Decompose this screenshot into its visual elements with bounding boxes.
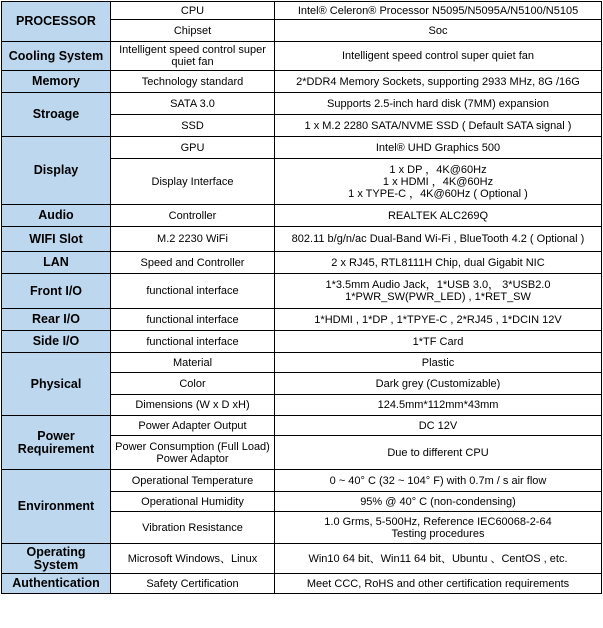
category-cell: Display	[2, 137, 111, 205]
spec-label: functional interface	[111, 274, 275, 309]
category-cell: LAN	[2, 252, 111, 274]
table-row	[2, 137, 602, 159]
spec-value	[275, 492, 602, 512]
spec-value-line: 1*PWR_SW(PWR_LED) , 1*RET_SW	[345, 291, 531, 303]
table-row	[2, 2, 602, 20]
spec-label: Color	[111, 373, 275, 395]
spec-label: CPU	[111, 2, 275, 20]
spec-label: Safety Certification	[111, 574, 275, 594]
category-cell: PROCESSOR	[2, 2, 111, 42]
spec-label: functional interface	[111, 331, 275, 353]
spec-value-line: 1 x M.2 2280 SATA/NVME SSD ( Default SATA signal )	[304, 119, 572, 132]
spec-table-body	[2, 2, 602, 594]
spec-value-line: 1.0 Grms, 5-500Hz, Reference IEC60068-2-64	[324, 515, 552, 528]
table-row	[2, 71, 602, 93]
spec-value	[275, 274, 602, 309]
table-row	[2, 416, 602, 436]
spec-label: functional interface	[111, 309, 275, 331]
spec-label: Power Adapter Output	[111, 416, 275, 436]
table-row	[2, 353, 602, 373]
spec-value-line: DC 12V	[418, 419, 458, 432]
category-cell: Operating System	[2, 544, 111, 574]
spec-value	[275, 159, 602, 205]
spec-value	[275, 353, 602, 373]
spec-value	[275, 205, 602, 227]
spec-value-line: Win10 64 bit、Win11 64 bit、Ubuntu 、CentOS , etc.	[308, 552, 568, 565]
spec-label: Controller	[111, 205, 275, 227]
spec-value-line: Intel® UHD Graphics 500	[375, 141, 501, 154]
spec-label: SATA 3.0	[111, 93, 275, 115]
spec-value-line: 95% @ 40° C (non-condensing)	[360, 495, 516, 508]
spec-value	[275, 436, 602, 470]
spec-value	[275, 252, 602, 274]
spec-value-line: 2 x RJ45, RTL8111H Chip, dual Gigabit NIC	[331, 256, 545, 269]
category-cell: Stroage	[2, 93, 111, 137]
spec-value-line: 1*3.5mm Audio Jack，1*USB 3.0， 3*USB2.0	[325, 279, 551, 291]
table-row	[2, 252, 602, 274]
spec-label: Power Consumption (Full Load) Power Adaptor	[111, 436, 275, 470]
category-cell: Physical	[2, 353, 111, 416]
spec-value	[275, 544, 602, 574]
spec-value	[275, 42, 602, 71]
spec-value	[275, 470, 602, 492]
spec-value-line: Plastic	[421, 356, 455, 369]
spec-value-line: Intelligent speed control super quiet fan	[341, 50, 535, 62]
spec-value-line: Soc	[428, 24, 448, 37]
spec-value	[275, 574, 602, 594]
table-row	[2, 227, 602, 252]
spec-label: GPU	[111, 137, 275, 159]
spec-value-line: Intel® Celeron® Processor N5095/N5095A/N5100/N5105	[297, 4, 579, 17]
spec-value	[275, 331, 602, 353]
table-row	[2, 331, 602, 353]
spec-value	[275, 309, 602, 331]
spec-value-line: 802.11 b/g/n/ac Dual-Band Wi-Fi , BlueTooth 4.2 ( Optional )	[291, 233, 585, 245]
spec-value	[275, 512, 602, 544]
spec-label: Material	[111, 353, 275, 373]
category-cell: Side I/O	[2, 331, 111, 353]
spec-value-line: Supports 2.5-inch hard disk (7MM) expansion	[327, 97, 549, 110]
spec-table	[1, 1, 602, 594]
spec-label: Operational Temperature	[111, 470, 275, 492]
category-cell: Rear I/O	[2, 309, 111, 331]
category-cell: Cooling System	[2, 42, 111, 71]
table-row	[2, 544, 602, 574]
category-cell: Power Requirement	[2, 416, 111, 470]
table-row	[2, 309, 602, 331]
spec-value-line: 1*HDMI , 1*DP , 1*TPYE-C , 2*RJ45 , 1*DCIN 12V	[314, 313, 562, 326]
category-cell: WIFI Slot	[2, 227, 111, 252]
table-row	[2, 42, 602, 71]
spec-value	[275, 395, 602, 416]
spec-value	[275, 115, 602, 137]
spec-value-line: 124.5mm*112mm*43mm	[377, 399, 499, 411]
spec-value-line: 0 ~ 40° C (32 ~ 104° F) with 0.7m / s air flow	[329, 474, 547, 487]
category-cell: Environment	[2, 470, 111, 544]
spec-value-line: Dark grey (Customizable)	[375, 377, 501, 390]
spec-label: Vibration Resistance	[111, 512, 275, 544]
category-cell: Front I/O	[2, 274, 111, 309]
spec-value	[275, 227, 602, 252]
spec-value	[275, 373, 602, 395]
category-cell: Authentication	[2, 574, 111, 594]
spec-value	[275, 20, 602, 42]
table-row	[2, 274, 602, 309]
spec-label: Display Interface	[111, 159, 275, 205]
spec-label: Intelligent speed control super quiet fan	[111, 42, 275, 71]
spec-value	[275, 71, 602, 93]
spec-value-line: REALTEK ALC269Q	[387, 209, 489, 222]
spec-label: Operational Humidity	[111, 492, 275, 512]
spec-value-line: Due to different CPU	[387, 446, 489, 459]
spec-value-line: 1 x TYPE-C ，4K@60Hz ( Optional )	[348, 187, 528, 200]
spec-value-line: 1*TF Card	[412, 335, 464, 348]
spec-value-line: 1 x DP ，4K@60Hz	[389, 163, 487, 176]
table-row	[2, 93, 602, 115]
spec-value-line: 1 x HDMI ，4K@60Hz	[382, 175, 494, 188]
spec-label: Microsoft Windows、Linux	[111, 544, 275, 574]
spec-value-line: 2*DDR4 Memory Sockets, supporting 2933 MHz, 8G /16G	[296, 75, 580, 88]
table-row	[2, 205, 602, 227]
spec-value	[275, 137, 602, 159]
spec-value-line: Meet CCC, RoHS and other certification requirements	[306, 577, 570, 590]
spec-label: Chipset	[111, 20, 275, 42]
spec-value	[275, 2, 602, 20]
spec-label: Speed and Controller	[111, 252, 275, 274]
spec-value	[275, 416, 602, 436]
spec-label: Technology standard	[111, 71, 275, 93]
category-cell: Audio	[2, 205, 111, 227]
spec-label: Dimensions (W x D xH)	[111, 395, 275, 416]
category-cell: Memory	[2, 71, 111, 93]
spec-value-line: Testing procedures	[391, 527, 485, 540]
spec-label: SSD	[111, 115, 275, 137]
spec-label: M.2 2230 WiFi	[111, 227, 275, 252]
spec-value	[275, 93, 602, 115]
table-row	[2, 574, 602, 594]
table-row	[2, 470, 602, 492]
